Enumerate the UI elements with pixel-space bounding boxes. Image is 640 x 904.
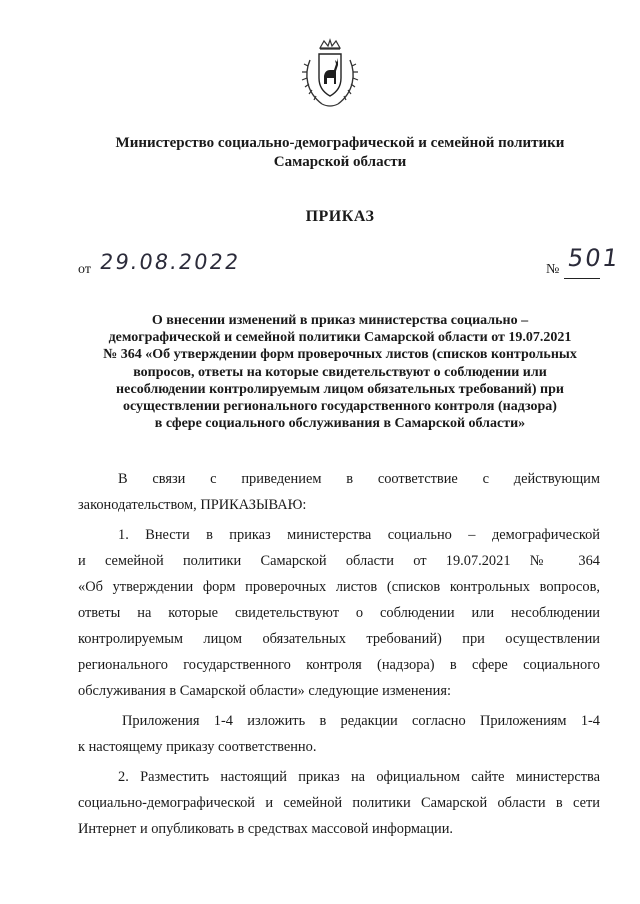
- clause-1-line: обслуживания в Самарской области» следующие изменения:: [78, 683, 451, 699]
- clause-1-amendment-line: к настоящему приказу соответственно.: [78, 739, 317, 755]
- document-type-heading: ПРИКАЗ: [305, 208, 375, 225]
- number-label: №: [546, 262, 560, 277]
- order-title-line: вопросов, ответы на которые свидетельствуют о соблюдении или: [133, 364, 547, 380]
- date-prefix-label: от: [78, 262, 91, 277]
- samara-region-coat-of-arms-icon: [300, 38, 360, 110]
- preamble-line: В связи с приведением в соответствие с действующим: [118, 471, 600, 487]
- order-title-line: О внесении изменений в приказ министерства социально –: [151, 313, 529, 328]
- handwritten-number: 501: [566, 244, 622, 272]
- order-title-line: демографической и семейной политики Самарской области от 19.07.2021: [108, 330, 572, 346]
- clause-1-amendment-line: Приложения 1-4 изложить в редакции согласно Приложениям 1-4: [122, 713, 600, 729]
- ministry-name-line2: Самарской области: [273, 154, 407, 170]
- order-title-line: несоблюдении контролируемым лицом обязательных требований) при: [116, 381, 564, 397]
- clause-2-line: социально-демографической и семейной политики Самарской области в сети: [78, 795, 600, 811]
- order-body: [78, 466, 600, 842]
- order-title-line: в сфере социального обслуживания в Самарской области»: [154, 416, 526, 432]
- clause-1-line: «Об утверждении форм проверочных листов (списков контрольных вопросов,: [78, 579, 600, 595]
- ministry-name: [60, 134, 620, 172]
- clause-2-line: Интернет и опубликовать в средствах массовой информации.: [78, 821, 454, 837]
- preamble-line: законодательством, ПРИКАЗЫВАЮ:: [78, 497, 307, 513]
- clause-1-line: контролируемым лицом обязательных требований) при осуществлении: [78, 631, 600, 647]
- clause-1-line: и семейной политики Самарской области от 19.07.2021 № 364: [78, 553, 600, 569]
- ministry-name-line1: Министерство социально-демографической и семейной политики: [115, 135, 565, 151]
- handwritten-date: 29.08.2022: [98, 250, 242, 274]
- number-underline: [564, 278, 600, 279]
- clause-1-line: регионального государственного контроля (надзора) в сфере социального: [78, 657, 600, 673]
- order-title-line: осуществлении регионального государственного контроля (надзора): [123, 399, 557, 415]
- order-title: [78, 312, 602, 432]
- clause-1-line: ответы на которые свидетельствуют о соблюдении или несоблюдении: [78, 605, 600, 621]
- date-number-line: [78, 244, 622, 282]
- clause-2-line: 2. Разместить настоящий приказ на официальном сайте министерства: [118, 769, 600, 785]
- order-title-line: № 364 «Об утверждении форм проверочных листов (списков контрольных: [103, 347, 577, 363]
- clause-1-line: 1. Внести в приказ министерства социально – демографической: [118, 527, 600, 543]
